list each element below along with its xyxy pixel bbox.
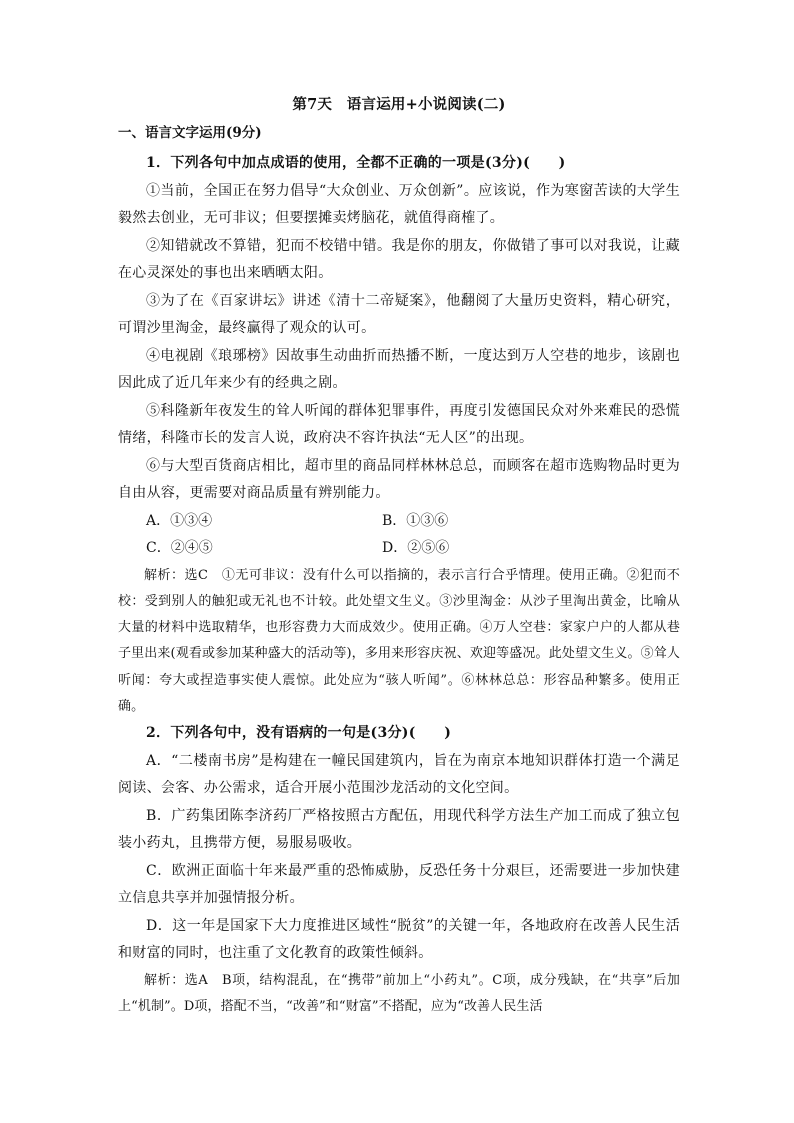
q1-item-1: ①当前，全国正在努力倡导“大众创业、万众创新”。应该说，作为寒窗苦读的大学生毅然去创业，无可非议；但要摆摊卖烤脑花，就值得商榷了。 bbox=[118, 182, 680, 226]
q1-item-4: ④电视剧《琅琊榜》因故事生动曲折而热播不断，一度达到万人空巷的地步，该剧也因此成了近几年来少有的经典之剧。 bbox=[118, 347, 680, 391]
q2-analysis: 解析：选A B项，结构混乱，在“携带”前加上“小药丸”。C项，成分残缺，在“共享”后加上“机制”。D项，搭配不当，“改善”和“财富”不搭配，应为“改善人民生活 bbox=[118, 972, 680, 1015]
q1-option-d: D．②⑤⑥ bbox=[382, 540, 450, 556]
q2-option-d: D．这一年是国家下大力度推进区域性“脱贫”的关键一年，各地政府在改善人民生活和财富的同时，也注重了文化教育的政策性倾斜。 bbox=[118, 917, 680, 962]
question-2-stem: 2．下列各句中，没有语病的一句是(3分)( ) bbox=[146, 725, 452, 742]
q1-options-row-1 bbox=[118, 508, 680, 536]
q2-option-a: A．“二楼南书房”是构建在一幢民国建筑内，旨在为南京本地知识群体打造一个满足阅读、会客、办公需求，适合开展小范围沙龙活动的文化空间。 bbox=[118, 752, 680, 797]
page-title: 第7天 语言运用+小说阅读(二) bbox=[292, 96, 506, 113]
q1-item-6: ⑥与大型百货商店相比，超市里的商品同样林林总总，而顾客在超市选购物品时更为自由从容，更需要对商品质量有辨别能力。 bbox=[118, 457, 680, 501]
section-heading: 一、语言文字运用(9分) bbox=[118, 125, 262, 141]
q2-option-c: C．欧洲正面临十年来最严重的恐怖威胁，反恐任务十分艰巨，还需要进一步加快建立信息共享并加强情报分析。 bbox=[118, 862, 680, 907]
q1-analysis: 解析：选C ①无可非议：没有什么可以指摘的，表示言行合乎情理。使用正确。②犯而不校：受到别人的触犯或无礼也不计较。此处望文生义。③沙里淘金：从沙子里淘出黄金，比喻从大量的材料中选取精华，也形容费力大而成效少。使用正确。④万人空巷：家家户户的人都从巷子里出来(观看或参加某种盛大的活动等)，多用来形容庆祝、欢迎等盛况。此处望文生义。⑤耸人听闻：夸大或捏造事实使人震惊。此处应为“骇人听闻”。⑥林林总总：形容品种繁多。使用正确。 bbox=[118, 567, 680, 714]
q1-item-3: ③为了在《百家讲坛》讲述《清十二帝疑案》，他翻阅了大量历史资料，精心研究，可谓沙里淘金，最终赢得了观众的认可。 bbox=[118, 292, 680, 336]
q1-option-c: C．②④⑤ bbox=[146, 540, 213, 556]
q1-item-2: ②知错就改不算错，犯而不校错中错。我是你的朋友，你做错了事可以对我说，让藏在心灵深处的事也出来晒晒太阳。 bbox=[118, 237, 680, 281]
q1-options-row-2 bbox=[118, 535, 680, 563]
question-1-stem: 1．下列各句中加点成语的使用，全都不正确的一项是(3分)( ) bbox=[146, 155, 566, 171]
q1-option-a: A．①③④ bbox=[146, 512, 213, 529]
q1-item-5: ⑤科隆新年夜发生的耸人听闻的群体犯罪事件，再度引发德国民众对外来难民的恐慌情绪，科隆市长的发言人说，政府决不容许执法“无人区”的出现。 bbox=[118, 402, 680, 446]
q2-option-b: B．广药集团陈李济药厂严格按照古方配伍，用现代科学方法生产加工而成了独立包装小药丸，且携带方便，易服易吸收。 bbox=[118, 807, 680, 852]
q1-option-b: B．①③⑥ bbox=[382, 512, 449, 529]
